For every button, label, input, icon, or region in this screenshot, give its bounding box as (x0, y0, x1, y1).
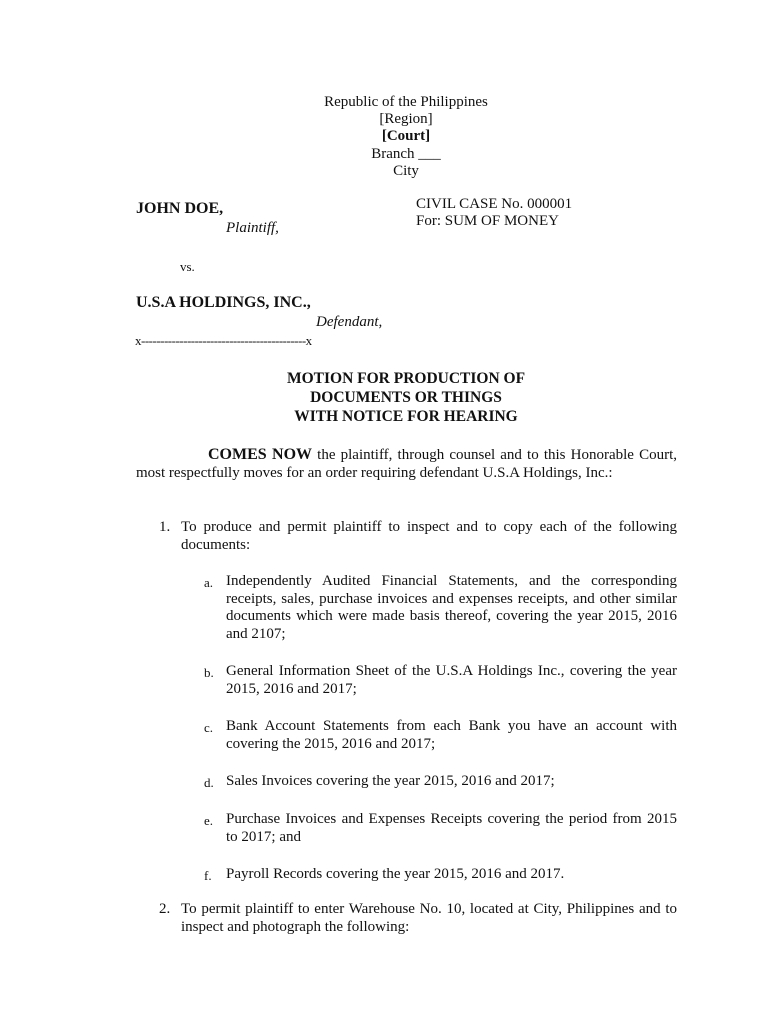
subitem-c-marker: c. (204, 720, 214, 735)
defendant-role: Defendant, (316, 314, 383, 330)
item-2-marker: 2. (159, 901, 171, 917)
subitem-d-text: Sales Invoices covering the year 2015, 2016 and 2017; (226, 773, 555, 789)
subitem-d-marker: d. (204, 775, 214, 790)
caption-separator: x-------------------------------------------x (135, 333, 312, 348)
item-1-text: To produce and permit plaintiff to inspect and to copy each of the following documents: (181, 519, 677, 553)
subitem-f-marker: f. (204, 868, 212, 883)
caption-branch: Branch ___ (371, 146, 441, 162)
intro-text: the plaintiff, through counsel and to this Honorable Court, most respectfully moves for an order requiring defendant U.S.A Holdings, Inc.: (136, 447, 677, 481)
intro-lead: COMES NOW (208, 446, 313, 463)
subitem-e-text: Purchase Invoices and Expenses Receipts covering the period from 2015 to 2017; and (226, 811, 677, 845)
subitem-e-marker: e. (204, 813, 214, 828)
caption-region: [Region] (379, 111, 433, 127)
subitem-b-text: General Information Sheet of the U.S.A Holdings Inc., covering the year 2015, 2016 and 2017; (226, 663, 677, 697)
plaintiff-role: Plaintiff, (226, 220, 279, 236)
item-2-text: To permit plaintiff to enter Warehouse No. 10, located at City, Philippines and to inspect and photograph the following: (181, 901, 677, 935)
subitem-c-text: Bank Account Statements from each Bank you have an account with covering the 2015, 2016 and 2017; (226, 718, 677, 752)
subitem-b-marker: b. (204, 665, 214, 680)
case-number: CIVIL CASE No. 000001 (416, 196, 573, 212)
item-1-marker: 1. (159, 519, 171, 535)
case-nature: For: SUM OF MONEY (416, 213, 559, 229)
motion-title-line3: WITH NOTICE FOR HEARING (294, 408, 518, 425)
motion-title-line2: DOCUMENTS OR THINGS (310, 389, 502, 406)
intro-paragraph (136, 446, 677, 482)
caption-city: City (393, 163, 419, 179)
subitem-a-text: Independently Audited Financial Statements, and the corresponding receipts, sales, purchase invoices and expenses receipts, and other similar documents which were made basis thereof, covering the year 2015, 2016 and 2107; (226, 573, 677, 642)
motion-title-line1: MOTION FOR PRODUCTION OF (286, 370, 526, 387)
defendant-name: U.S.A HOLDINGS, INC., (136, 294, 311, 311)
caption-republic: Republic of the Philippines (324, 94, 488, 110)
versus-label: vs. (180, 259, 195, 274)
plaintiff-name: JOHN DOE, (136, 200, 224, 217)
caption-court: [Court] (381, 128, 431, 144)
subitem-f-text: Payroll Records covering the year 2015, 2016 and 2017. (226, 866, 565, 882)
subitem-a-marker: a. (204, 575, 214, 590)
